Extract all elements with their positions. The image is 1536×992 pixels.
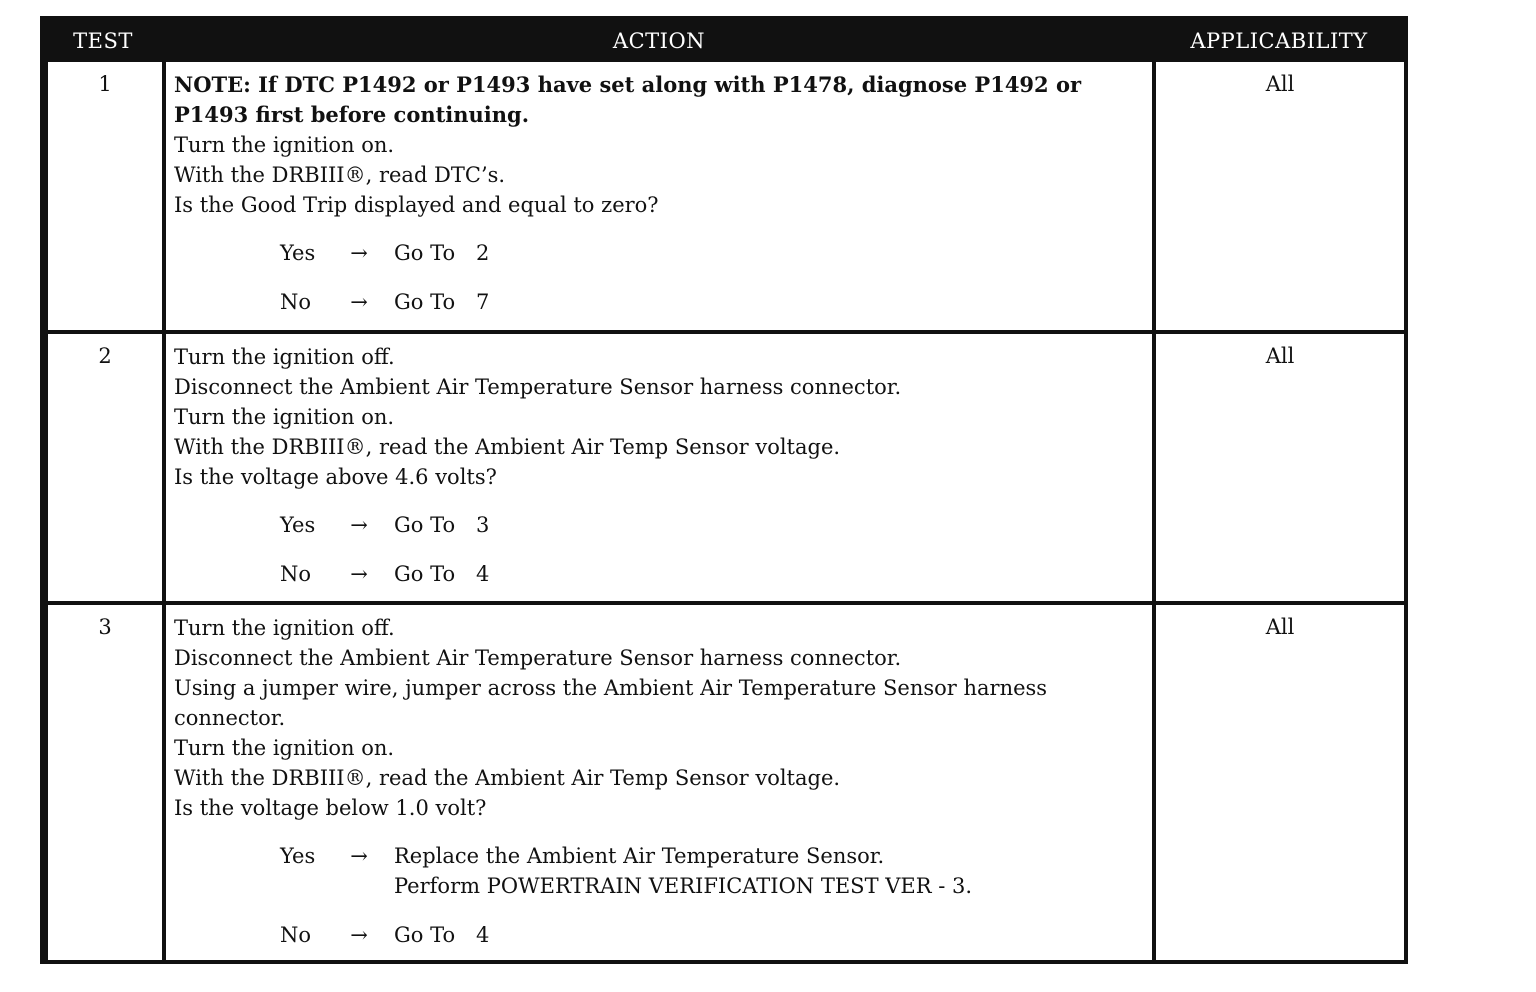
yes-branch (280, 238, 1146, 268)
action-cell (166, 605, 1152, 960)
action-step: Turn the ignition on. (174, 405, 395, 429)
yes-label: Yes (280, 513, 316, 537)
goto-instruction (394, 559, 1146, 589)
no-label: No (280, 562, 312, 586)
arrow-icon: → (350, 290, 368, 314)
repair-instruction (394, 841, 1146, 901)
applicability-value: All (1156, 62, 1404, 330)
goto-target: 7 (476, 290, 490, 314)
arrow-icon: → (350, 513, 368, 537)
header-applicability: APPLICABILITY (1190, 29, 1368, 53)
note-text: NOTE: If DTC P1492 or P1493 have set along with P1478, diagnose P1492 or P1493 first before continuing. (174, 72, 1082, 127)
branch-list (280, 841, 1146, 950)
arrow-icon: → (350, 562, 368, 586)
action-step: Turn the ignition off. (174, 345, 395, 369)
header-test: TEST (73, 29, 133, 53)
goto-label: Go To (394, 290, 456, 314)
action-step: Disconnect the Ambient Air Temperature Sensor harness connector. (174, 375, 902, 399)
action-step: With the DRBIII®, read the Ambient Air Temp Sensor voltage. (174, 435, 841, 459)
action-step: Using a jumper wire, jumper across the Ambient Air Temperature Sensor harness connector. (174, 676, 1048, 730)
arrow-icon: → (350, 844, 368, 868)
action-step: Turn the ignition on. (174, 736, 395, 760)
yes-label: Yes (280, 844, 316, 868)
goto-label: Go To (394, 562, 456, 586)
repair-step: Replace the Ambient Air Temperature Sensor. (394, 844, 885, 868)
verification-step: Perform POWERTRAIN VERIFICATION TEST VER - 3. (394, 874, 973, 898)
yes-branch (280, 510, 1146, 540)
test-number: 3 (48, 605, 162, 960)
no-branch (280, 287, 1146, 317)
action-step: Disconnect the Ambient Air Temperature Sensor harness connector. (174, 646, 902, 670)
table-row-test-3 (48, 605, 1404, 960)
header-action: ACTION (612, 29, 706, 53)
action-cell (166, 62, 1152, 330)
table-row-test-1 (48, 62, 1404, 330)
action-step: With the DRBIII®, read the Ambient Air Temp Sensor voltage. (174, 766, 841, 790)
goto-target: 2 (476, 241, 490, 265)
action-cell (166, 334, 1152, 601)
action-step: Turn the ignition off. (174, 616, 395, 640)
branch-list (280, 510, 1146, 589)
goto-target: 3 (476, 513, 490, 537)
goto-target: 4 (476, 923, 490, 947)
goto-label: Go To (394, 513, 456, 537)
table-row-test-2 (48, 334, 1404, 601)
action-step: Turn the ignition on. (174, 133, 395, 157)
goto-label: Go To (394, 241, 456, 265)
table-header (44, 20, 1404, 62)
yes-label: Yes (280, 241, 316, 265)
action-question: Is the voltage above 4.6 volts? (174, 465, 497, 489)
arrow-icon: → (350, 923, 368, 947)
no-label: No (280, 923, 312, 947)
no-branch (280, 920, 1146, 950)
test-number: 1 (48, 62, 162, 330)
applicability-value: All (1156, 334, 1404, 601)
diagnostic-table (40, 16, 1408, 964)
goto-instruction (394, 510, 1146, 540)
goto-instruction (394, 287, 1146, 317)
yes-branch (280, 841, 1146, 901)
no-label: No (280, 290, 312, 314)
goto-target: 4 (476, 562, 490, 586)
no-branch (280, 559, 1146, 589)
goto-instruction (394, 238, 1146, 268)
test-number: 2 (48, 334, 162, 601)
goto-label: Go To (394, 923, 456, 947)
action-question: Is the voltage below 1.0 volt? (174, 796, 487, 820)
action-question: Is the Good Trip displayed and equal to zero? (174, 193, 659, 217)
applicability-value: All (1156, 605, 1404, 960)
arrow-icon: → (350, 241, 368, 265)
goto-instruction (394, 920, 1146, 950)
action-step: With the DRBIII®, read DTC’s. (174, 163, 506, 187)
branch-list (280, 238, 1146, 317)
